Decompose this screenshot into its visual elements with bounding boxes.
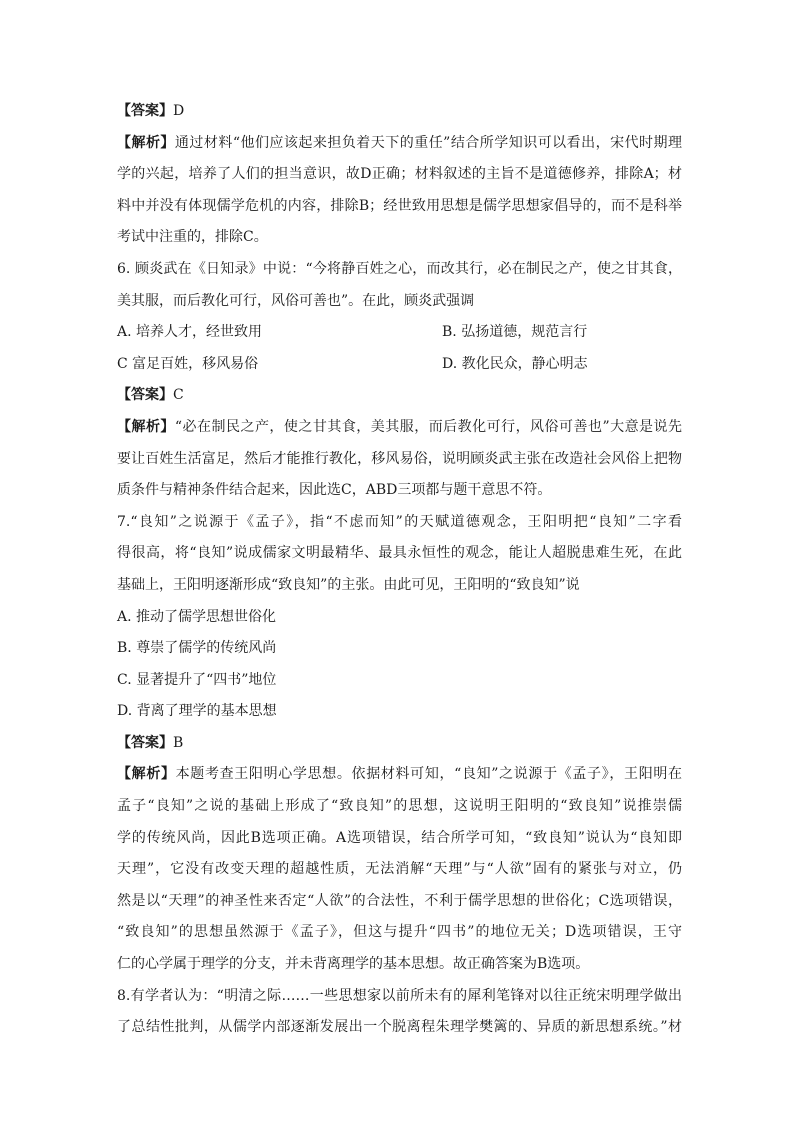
analysis-text: 通过材料“他们应该起来担负着天下的重任”结合所学知识可以看出，宋代时期理 — [174, 134, 683, 151]
q6-analysis-line: 质条件与精神条件结合起来，因此选C，ABD三项都与题干意思不符。 — [117, 482, 552, 499]
analysis-tag: 【解析】 — [117, 134, 175, 151]
q7-answer — [117, 728, 682, 760]
analysis-text: 本题考查王阳明心学思想。依据材料可知，“良知”之说源于《孟子》，王阳明在 — [175, 766, 683, 783]
document-page — [117, 96, 682, 1044]
answer-value: C — [173, 387, 184, 404]
q5-analysis-line — [117, 128, 682, 160]
q5-analysis-line: 料中并没有体现儒学危机的内容，排除B；经世致用思想是儒学思想家倡导的，而不是科举 — [117, 197, 682, 214]
answer-tag: 【答案】 — [117, 734, 173, 751]
answer-value: D — [173, 103, 185, 119]
q5-analysis-line: 考试中注重的，排除C。 — [117, 229, 268, 246]
q6-analysis-line — [117, 412, 682, 444]
q7-analysis-line — [117, 759, 682, 791]
q6-option-row — [117, 317, 682, 349]
q7-analysis-line: 学的传统风尚，因此B选项正确。A选项错误，结合所学可知，“致良知”说认为“良知即 — [117, 829, 682, 846]
q6-option-c: C 富足百姓，移风易俗 — [117, 355, 259, 372]
q7-option-a: A. 推动了儒学思想世俗化 — [117, 608, 277, 625]
q7-option-b: B. 尊崇了儒学的传统风尚 — [117, 640, 277, 657]
q6-option-b: B. 弘扬道德，规范言行 — [442, 324, 588, 341]
q5-analysis-line: 学的兴起，培养了人们的担当意识，故D正确；材料叙述的主旨不是道德修养，排除A；材 — [117, 166, 682, 183]
q6-option-row — [117, 349, 682, 381]
q7-stem-line: 基础上，王阳明逐渐形成“致良知”的主张。由此可见，王阳明的“致良知”说 — [117, 576, 580, 593]
q6-stem-line: 美其服，而后教化可行，风俗可善也”。在此，顾炎武强调 — [117, 292, 475, 309]
q8-stem-line: 了总结性批判，从儒学内部逐渐发展出一个脱离程朱理学樊篱的、异质的新思想系统。”材 — [117, 1019, 682, 1036]
q8-stem-line: 8.有学者认为：“明清之际……一些思想家以前所未有的犀利笔锋对以往正统宋明理学做出 — [117, 987, 682, 1004]
answer-tag: 【答案】 — [117, 387, 173, 404]
answer-tag: 【答案】 — [117, 103, 173, 119]
q7-option-c: C. 显著提升了“四书”地位 — [117, 671, 277, 688]
q7-analysis-line: 孟子“良知”之说的基础上形成了“致良知”的思想，这说明王阳明的“致良知”说推崇儒 — [117, 798, 682, 815]
q7-analysis-line: 仁的心学属于理学的分支，并未背离理学的基本思想。故正确答案为B选项。 — [117, 956, 590, 973]
q6-stem-line: 6. 顾炎武在《日知录》中说：“今将静百姓之心，而改其行，必在制民之产，使之甘其食， — [117, 260, 682, 277]
q6-answer — [117, 380, 682, 412]
q7-option-d: D. 背离了理学的基本思想 — [117, 703, 277, 720]
q7-analysis-line: “致良知”的思想虽然源于《孟子》，但这与提升“四书”的地位无关；D选项错误，王守 — [117, 924, 682, 941]
q6-analysis-line: 要让百姓生活富足，然后才能推行教化，移风易俗，说明顾炎武主张在改造社会风俗上把物 — [117, 450, 682, 467]
q7-analysis-line: 然是以“天理”的神圣性来否定“人欲”的合法性，不利于儒学思想的世俗化；C选项错误， — [117, 892, 682, 909]
q5-answer — [117, 96, 682, 128]
analysis-tag: 【解析】 — [117, 418, 175, 435]
q6-option-d: D. 教化民众，静心明志 — [442, 355, 588, 372]
q7-stem-line: 得很高，将“良知”说成儒家文明最精华、最具永恒性的观念，能让人超脱患难生死，在此 — [117, 545, 682, 562]
q6-option-a: A. 培养人才，经世致用 — [117, 324, 263, 341]
q7-analysis-line: 天理”，它没有改变天理的超越性质，无法消解“天理”与“人欲”固有的紧张与对立，仍 — [117, 861, 682, 878]
analysis-text: “必在制民之产，使之甘其食，美其服，而后教化可行，风俗可善也”大意是说先 — [174, 418, 683, 435]
answer-value: B — [173, 734, 184, 751]
analysis-tag: 【解析】 — [117, 766, 176, 783]
q7-stem-line: 7.“良知”之说源于《孟子》，指“不虑而知”的天赋道德观念，王阳明把“良知”二字看 — [117, 513, 682, 530]
